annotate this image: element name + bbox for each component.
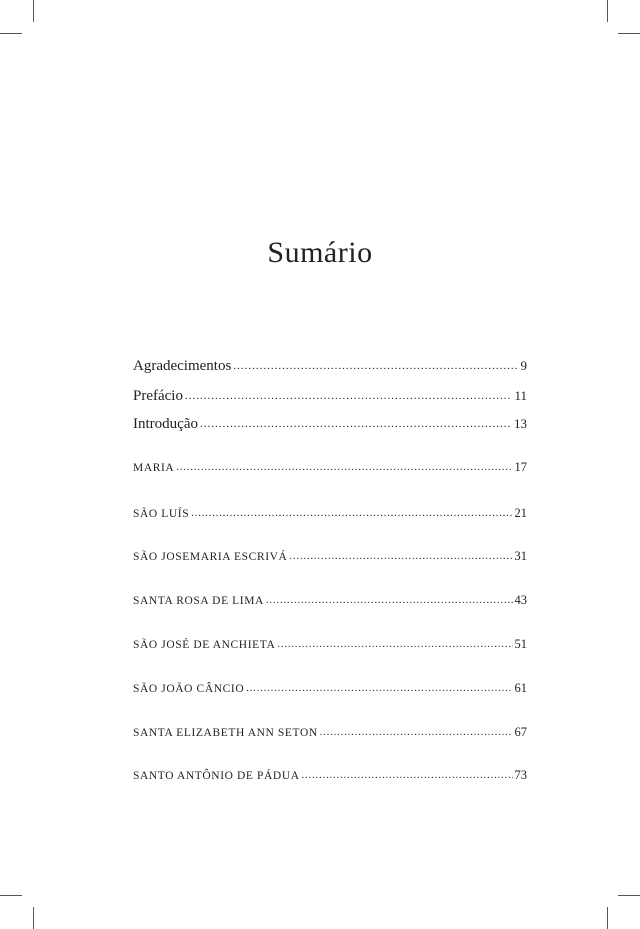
dot-leader [176,462,512,473]
crop-mark-bottom-right-horizontal [618,895,640,896]
toc-entry-label: SÃO JOSEMARIA ESCRIVÁ [133,551,288,563]
toc-entry-page-number: 11 [514,388,527,403]
crop-mark-top-right-vertical [607,0,608,22]
toc-entry-agradecimentos[interactable] [133,358,527,375]
toc-entry-prefacio[interactable] [133,388,527,405]
toc-entry-label: SÃO JOÃO CÂNCIO [133,683,245,695]
page-title: Sumário [267,236,373,269]
dot-leader [277,639,512,650]
crop-mark-bottom-left-vertical [33,907,34,929]
toc-entry-santa-elizabeth-ann-seton[interactable] [133,725,527,740]
toc-entry-label: SANTA ROSA DE LIMA [133,595,264,607]
dot-leader [185,390,512,402]
toc-entry-sao-jose-de-anchieta[interactable] [133,637,527,652]
dot-leader [246,683,512,694]
crop-mark-top-right-horizontal [618,33,640,34]
toc-entry-page-number: 61 [514,681,527,695]
toc-entry-page-number: 73 [514,768,527,782]
toc-entry-sao-joao-cancio[interactable] [133,681,527,696]
toc-entry-label: Introdução [133,416,198,432]
toc-entry-label: SÃO JOSÉ DE ANCHIETA [133,639,276,651]
toc-entry-page-number: 9 [520,358,527,373]
dot-leader [302,770,513,781]
toc-entry-label: Prefácio [133,388,183,404]
dot-leader [266,595,513,606]
toc-entry-page-number: 21 [514,506,527,520]
crop-mark-bottom-left-horizontal [0,895,22,896]
toc-entry-sao-josemaria-escriva[interactable] [133,549,527,564]
dot-leader [191,508,512,519]
toc-entry-label: SANTO ANTÔNIO DE PÁDUA [133,770,300,782]
toc-entry-page-number: 17 [514,460,527,474]
crop-mark-bottom-right-vertical [607,907,608,929]
crop-mark-top-left-horizontal [0,33,22,34]
toc-entry-label: SÃO LUÍS [133,508,190,520]
toc-entry-page-number: 13 [514,416,527,431]
dot-leader [200,418,512,430]
toc-entry-page-number: 51 [514,637,527,651]
toc-entry-page-number: 31 [514,549,527,563]
toc-entry-label: MARIA [133,462,175,474]
toc-entry-label: SANTA ELIZABETH ANN SETON [133,727,318,739]
dot-leader [320,727,513,738]
toc-entry-page-number: 43 [514,593,527,607]
toc-entry-introducao[interactable] [133,416,527,433]
dot-leader [289,551,512,562]
toc-entry-sao-luis[interactable] [133,506,527,521]
toc-entry-page-number: 67 [514,725,527,739]
dot-leader [233,360,518,372]
toc-entry-santo-antonio-de-padua[interactable] [133,768,527,783]
toc-entry-santa-rosa-de-lima[interactable] [133,593,527,608]
crop-mark-top-left-vertical [33,0,34,22]
toc-entry-label: Agradecimentos [133,358,232,374]
toc-entry-maria[interactable] [133,460,527,475]
